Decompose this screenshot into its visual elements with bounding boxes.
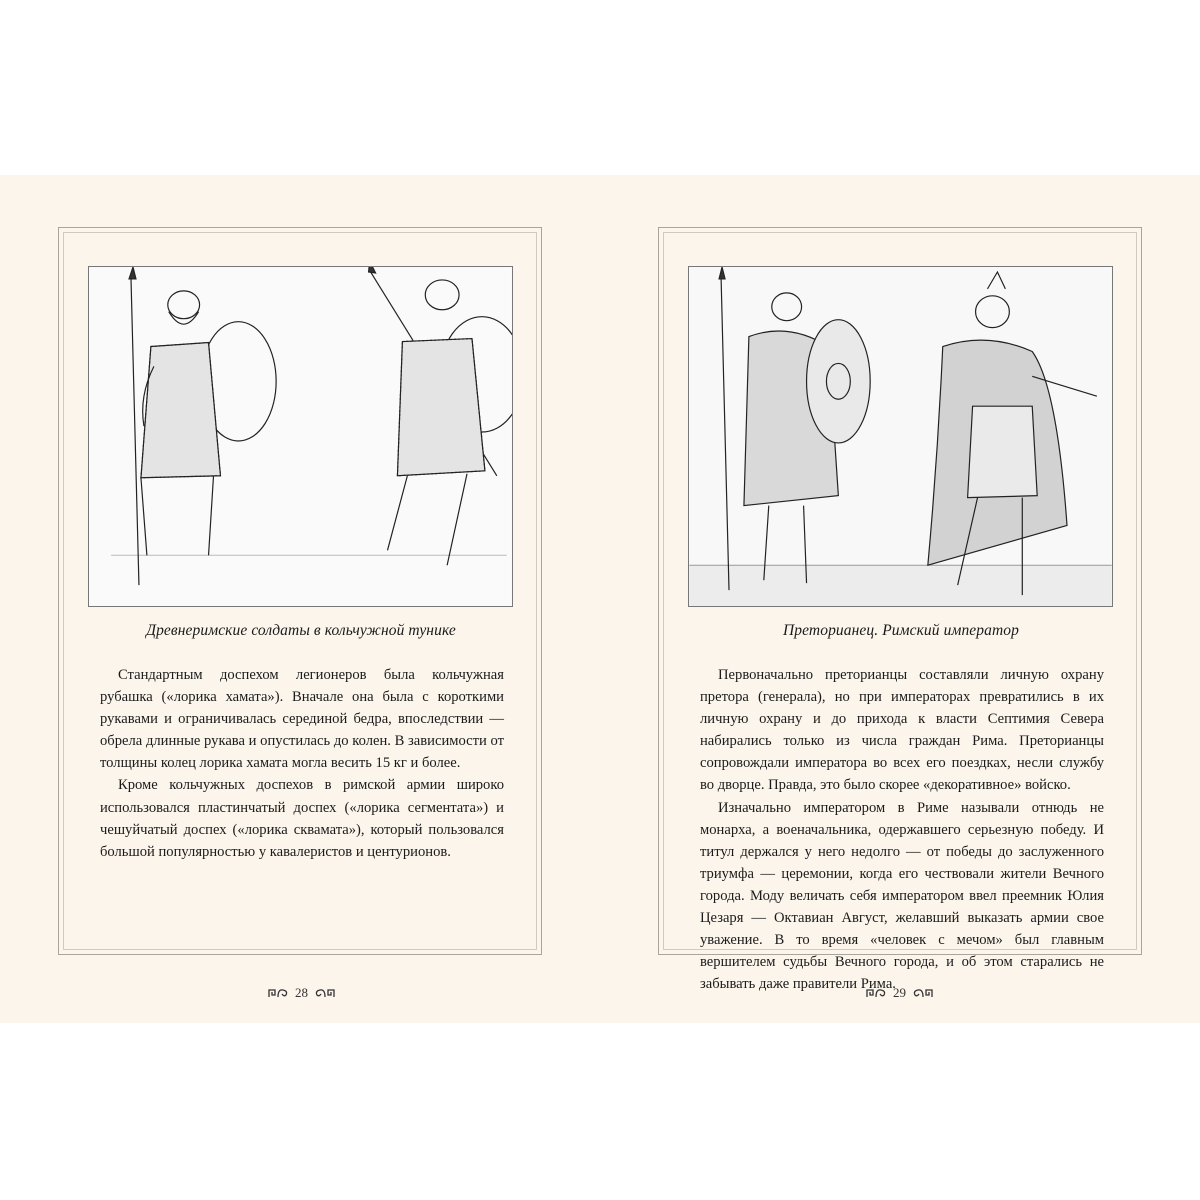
page-number-29: 29 <box>893 985 906 1000</box>
left-page <box>58 227 542 955</box>
right-illustration <box>688 266 1113 607</box>
right-paragraph-1: Первоначально преторианцы составляли личную охрану претора (генерала), но при императорах превратились в их личную охрану и до прихода к власти Септимия Севера набирались только из числа граждан Рима. Преторианцы сопровождали императора во всех его поездках, несли службу во дворце. Правда, это было скорее «декоративное» войско. <box>700 667 1104 794</box>
greek-wave-ornament-icon <box>866 987 888 999</box>
praetorian-emperor-engraving-image <box>689 267 1112 606</box>
greek-wave-ornament-icon <box>268 987 290 999</box>
soldiers-engraving-image <box>89 267 512 606</box>
right-paragraph-2: Изначально императором в Риме называли отнюдь не монарха, а военачальника, одержавшего серьезную победу. И титул держался у него недолго — от победы до заслуженного триумфа — церемонии, когда его чествовали жители Вечного города. Моду величать себя императором ввел преемник Юлия Цезаря — Октавиан Август, желавший выказать армии свое уважение. В то время «человек с мечом» был главным вершителем судьбы Вечного города, и об этом старались не забывать даже правители Рима. <box>700 799 1104 993</box>
greek-wave-ornament-icon <box>313 987 335 999</box>
greek-wave-ornament-icon <box>911 987 933 999</box>
book-spread <box>0 175 1200 1023</box>
left-page-number <box>268 982 335 1004</box>
page-number-28: 28 <box>295 985 308 1000</box>
left-paragraph-2: Кроме кольчужных доспехов в римской армии широко использовался пластинчатый доспех («лорика сегментата») и чешуйчатый доспех («лорика сквамата»), который пользовался большой популярностью у кавалеристов и центурионов. <box>100 777 504 860</box>
left-paragraph-1: Стандартным доспехом легионеров была кольчужная рубашка («лорика хамата»). Вначале она была с короткими рукавами и ограничивалась серединой бедра, впоследствии — обрела длинные рукава и опустилась до колен. В зависимости от толщины колец лорика хамата могла весить 15 кг и более. <box>100 667 504 772</box>
left-illustration <box>88 266 513 607</box>
right-caption: Преторианец. Римский император <box>783 622 1019 639</box>
right-page-number <box>866 982 933 1004</box>
right-body-text <box>700 664 1104 995</box>
left-caption: Древнеримские солдаты в кольчужной тунике <box>146 622 456 639</box>
left-body-text <box>100 664 504 863</box>
